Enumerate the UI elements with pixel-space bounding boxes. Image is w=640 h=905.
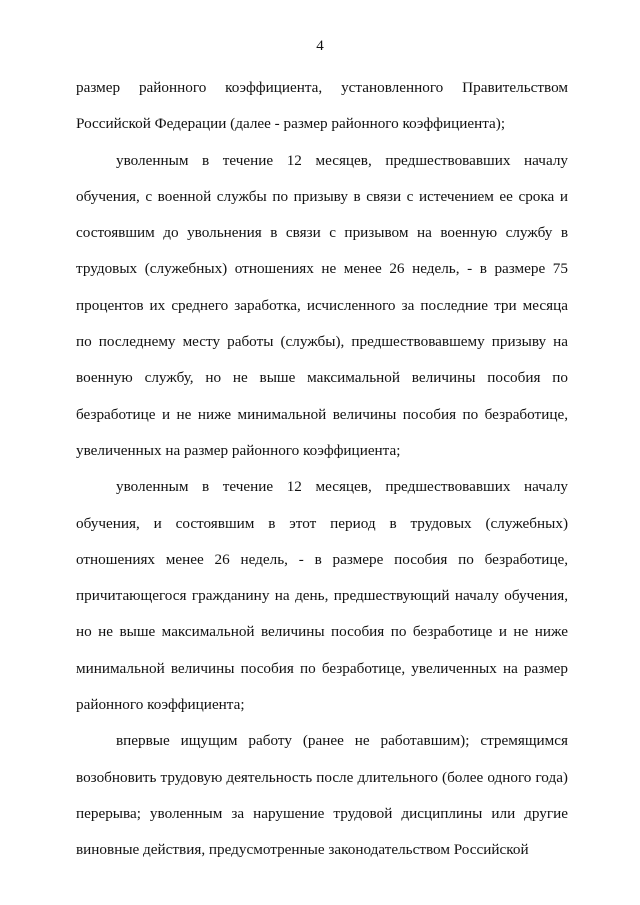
paragraph-2: уволенным в течение 12 месяцев, предшествовавших началу обучения, с военной службы по призыву в связи с истечением ее срока и состоявшим до увольнения в связи с призывом на военную службу в трудовых (служебных) отношениях не менее 26 недель, - в размере 75 процентов их среднего заработка, исчисленного за последние три месяца по последнему месту работы (службы), предшествовавшему призыву на военную службу, но не выше максимальной величины пособия по безработице и не ниже минимальной величины пособия по безработице, увеличенных на размер районного коэффициента; xyxy=(76,151,568,459)
paragraph-1: размер районного коэффициента, установленного Правительством Российской Федерации (далее - размер районного коэффициента); xyxy=(76,79,568,133)
page-number: 4 xyxy=(316,38,324,54)
paragraph-4: впервые ищущим работу (ранее не работавшим); стремящимся возобновить трудовую деятельность после длительного (более одного года) перерыва; уволенным за нарушение трудовой дисциплины или другие виновные действия, предусмотренные законодательством Российской xyxy=(76,732,568,859)
document-body xyxy=(76,70,568,869)
paragraph-3: уволенным в течение 12 месяцев, предшествовавших началу обучения, и состоявшим в этот период в трудовых (служебных) отношениях менее 26 недель, - в размере пособия по безработице, причитающегося гражданину на день, предшествующий началу обучения, но не выше максимальной величины пособия по безработице и не ниже минимальной величины пособия по безработице, увеличенных на размер районного коэффициента; xyxy=(76,478,568,714)
